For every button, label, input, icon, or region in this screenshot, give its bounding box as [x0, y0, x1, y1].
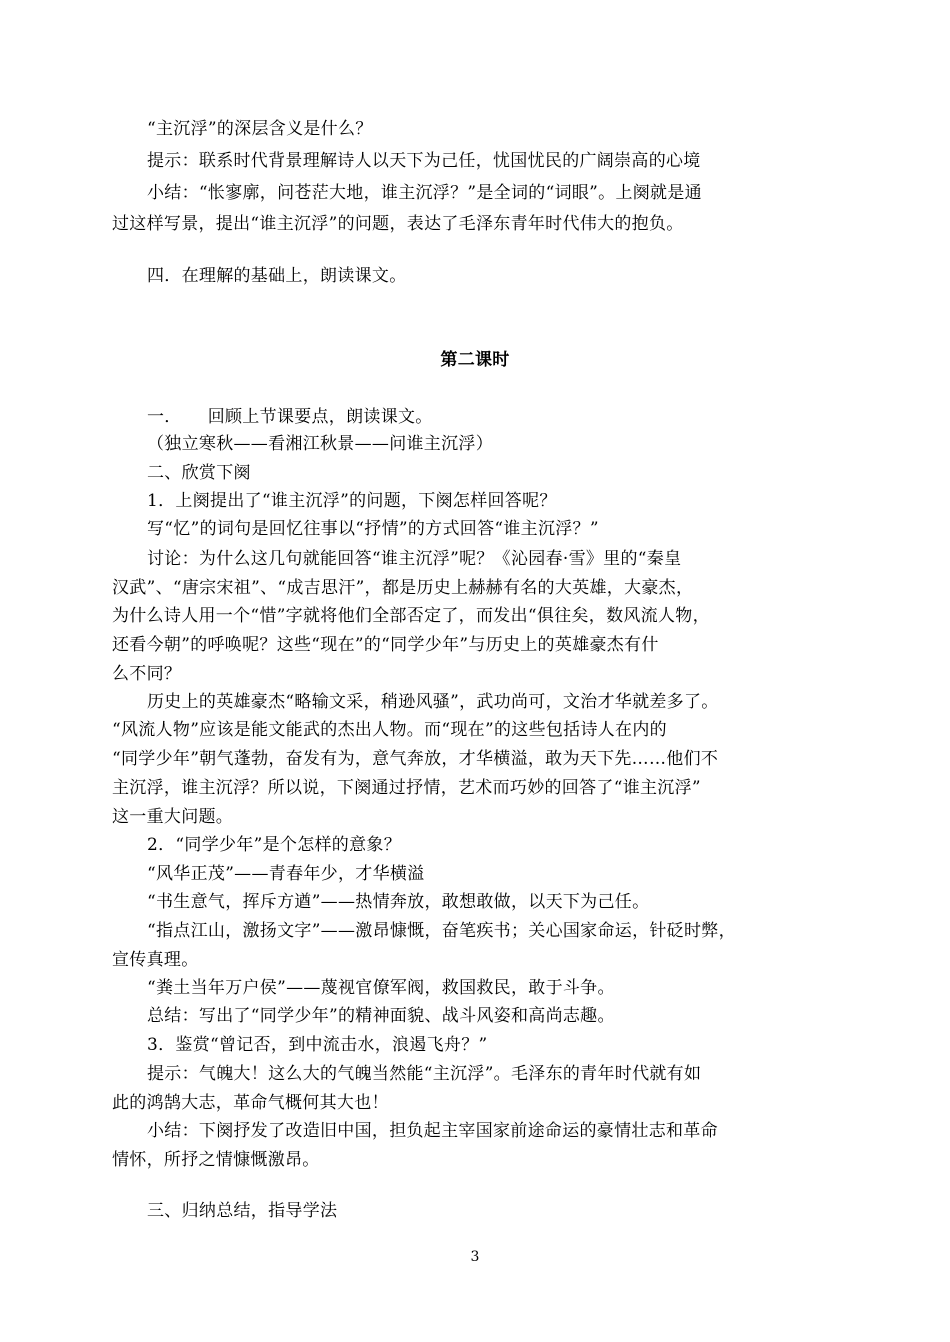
- text-line: 宣传真理。: [112, 950, 199, 970]
- text-line: 提示：气魄大！这么大的气魄当然能“主沉浮”。毛泽东的青年时代就有如: [147, 1064, 702, 1084]
- text-line: “风流人物”应该是能文能武的杰出人物。而“现在”的这些包括诗人在内的: [112, 720, 667, 740]
- text-line: 3．鉴赏“曾记否，到中流击水，浪遏飞舟？”: [147, 1035, 488, 1055]
- text-line: 此的鸿鹄大志，革命气概何其大也！: [112, 1093, 389, 1113]
- text-line: “书生意气，挥斥方遒”——热情奔放，敢想敢做，以天下为己任。: [147, 892, 650, 912]
- text-line: “同学少年”朝气蓬勃，奋发有为，意气奔放，才华横溢，敢为天下先……他们不: [112, 749, 719, 769]
- text-line: 这一重大问题。: [112, 807, 234, 827]
- text-line: 总结：写出了“同学少年”的精神面貌、战斗风姿和高尚志趣。: [147, 1006, 615, 1026]
- text-line: “指点江山，激扬文字”——激昂慷慨，奋笔疾书；关心国家命运，针砭时弊，: [147, 921, 736, 941]
- text-line: （独立寒秋——看湘江秋景——问谁主沉浮）: [147, 434, 493, 454]
- text-line: 汉武”、“唐宗宋祖”、“成吉思汗”，都是历史上赫赫有名的大英雄，大豪杰，: [112, 578, 694, 598]
- text-line: “粪土当年万户侯”——蔑视官僚军阀，救国救民，敢于斗争。: [147, 978, 615, 998]
- text-line: 主沉浮，谁主沉浮？所以说，下阕通过抒情，艺术而巧妙的回答了“谁主沉浮”: [112, 778, 701, 798]
- text-line: 历史上的英雄豪杰“略输文采，稍逊风骚”，武功尚可，文治才华就差多了。: [147, 692, 719, 712]
- text-line: 为什么诗人用一个“惜”字就将他们全部否定了，而发出“俱往矣，数风流人物，: [112, 606, 710, 626]
- text-line: 提示：联系时代背景理解诗人以天下为己任，忧国忧民的广阔崇高的心境: [147, 151, 701, 171]
- text-line: 讨论：为什么这几句就能回答“谁主沉浮”呢？《沁园春·雪》里的“秦皇: [147, 549, 682, 569]
- text-line: 写“忆”的词句是回忆往事以“抒情”的方式回答“谁主沉浮？”: [147, 519, 599, 539]
- text-line: 过这样写景，提出“谁主沉浮”的问题，表达了毛泽东青年时代伟大的抱负。: [112, 214, 684, 234]
- text-line: 还看今朝”的呼唤呢？这些“现在”的“同学少年”与历史上的英雄豪杰有什: [112, 635, 659, 655]
- text-line: 2．“同学少年”是个怎样的意象？: [147, 835, 401, 855]
- lesson-title: 第二课时: [440, 350, 510, 370]
- page-number: 3: [470, 1249, 480, 1265]
- text-line: 小结：“怅寥廓，问苍茫大地，谁主沉浮？”是全词的“词眼”。上阕就是通: [147, 183, 702, 203]
- section-heading: 三、归纳总结，指导学法: [147, 1201, 338, 1221]
- text-line: “风华正茂”——青春年少，才华横溢: [147, 864, 425, 884]
- text-line: 么不同？: [112, 664, 182, 684]
- section-heading: 一． 回顾上节课要点，朗读课文。: [147, 407, 433, 427]
- text-line: 情怀，所抒之情慷慨激昂。: [112, 1150, 320, 1170]
- text-line: 1．上阕提出了“谁主沉浮”的问题，下阕怎样回答呢？: [147, 491, 557, 511]
- text-line: “主沉浮”的深层含义是什么？: [147, 119, 373, 139]
- section-heading: 四．在理解的基础上，朗读课文。: [147, 266, 407, 286]
- section-heading: 二、欣赏下阕: [147, 463, 251, 483]
- text-line: 小结：下阕抒发了改造旧中国，担负起主宰国家前途命运的豪情壮志和革命: [147, 1121, 718, 1141]
